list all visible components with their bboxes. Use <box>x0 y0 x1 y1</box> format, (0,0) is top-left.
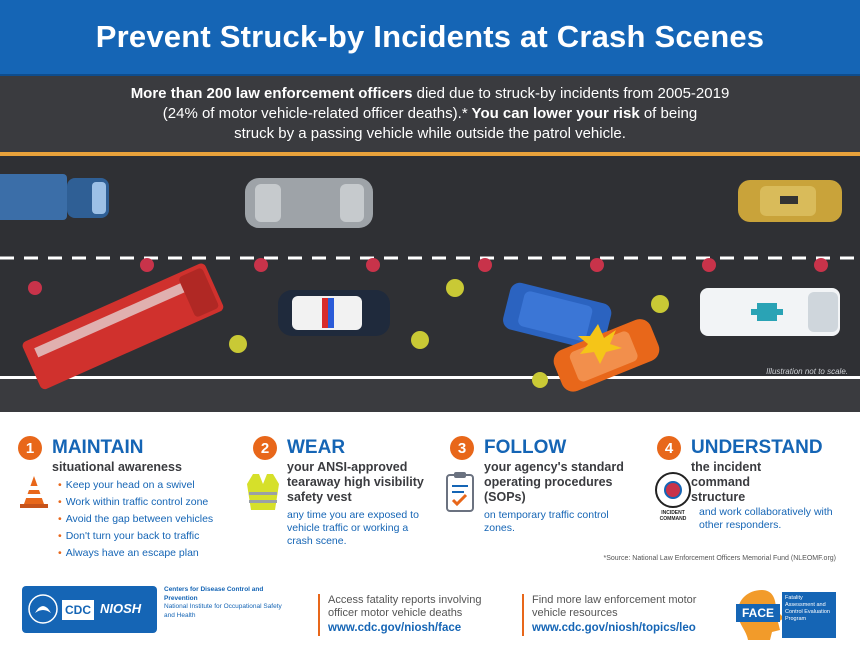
intro-bold-1: More than 200 law enforcement officers <box>130 85 413 102</box>
step-title: FOLLOW <box>484 437 567 458</box>
face-program-logo[interactable] <box>732 586 838 638</box>
list-item: • Don't turn your back to traffic <box>58 528 213 545</box>
intro-text <box>0 76 860 152</box>
intro-text-1: died due to struck-by incidents from 2005-2019 <box>412 85 730 102</box>
ambulance <box>700 288 840 336</box>
intro-text-4: struck by a passing vehicle while outside the patrol vehicle. <box>234 125 626 142</box>
cdc-logo: CDC <box>62 600 94 620</box>
intro-text-2: (24% of motor vehicle-related officer deaths).* <box>162 105 468 122</box>
cdc-agency-text <box>164 586 284 620</box>
box-truck <box>0 174 109 220</box>
safety-vest-icon <box>245 470 281 514</box>
footer <box>0 580 860 665</box>
road-edge-bottom <box>0 376 860 379</box>
leo-url-link[interactable]: www.cdc.gov/niosh/topics/leo <box>532 622 696 634</box>
police-car <box>278 290 390 336</box>
niosh-title: National Institute for Occupational Safety and Health <box>164 603 282 619</box>
step-maintain <box>18 436 243 561</box>
header-banner <box>0 0 860 76</box>
gray-van <box>245 178 373 228</box>
step-note: any time you are exposed to vehicle traffic or working a crash scene. <box>287 509 419 547</box>
incident-command-badge <box>655 472 691 508</box>
list-item: • Always have an escape plan <box>58 545 213 562</box>
clipboard-icon <box>444 470 476 514</box>
step-number: 2 <box>253 436 277 460</box>
source-note: *Source: National Law Enforcement Officers Memorial Fund (NLEOMF.org) <box>603 555 836 562</box>
cdc-niosh-logo[interactable] <box>22 586 157 633</box>
step-note: on temporary traffic control zones. <box>484 509 609 534</box>
taxi <box>738 180 842 222</box>
road-scene <box>0 152 860 412</box>
fire-truck <box>21 262 225 391</box>
list-item: • Work within traffic control zone <box>58 494 213 511</box>
step-number: 4 <box>657 436 681 460</box>
intro-text-3: of being <box>639 105 698 122</box>
badge-label: INCIDENT COMMAND <box>659 510 687 522</box>
step-note: and work collaboratively with other responders. <box>699 506 833 531</box>
road-edge-top <box>0 152 860 156</box>
step-number: 3 <box>450 436 474 460</box>
step-follow <box>450 436 630 561</box>
badge-icon <box>664 481 682 499</box>
link-description: Access fatality reports involving officer motor vehicle deaths <box>328 594 482 619</box>
step-wear <box>253 436 433 561</box>
list-item: • Avoid the gap between vehicles <box>58 511 213 528</box>
steps-section <box>0 436 860 566</box>
scale-note: Illustration not to scale. <box>766 367 848 376</box>
shoulder <box>0 379 860 412</box>
step-title: MAINTAIN <box>52 437 144 458</box>
step-subtitle: situational awareness <box>52 460 182 474</box>
niosh-logo: NIOSH <box>100 601 142 616</box>
list-item: • Keep your head on a swivel <box>58 477 213 494</box>
crash-scene-illustration <box>0 152 860 412</box>
step-number: 1 <box>18 436 42 460</box>
step-subtitle: your agency's standard operating procedures (SOPs) <box>484 460 624 504</box>
intro-bold-2: You can lower your risk <box>467 105 640 122</box>
step-title: UNDERSTAND <box>691 437 823 458</box>
cdc-title: Centers for Disease Control and Prevention <box>164 586 264 602</box>
step-understand <box>657 436 852 561</box>
link-description: Find more law enforcement motor vehicle resources <box>532 594 697 619</box>
page-title: Prevent Struck-by Incidents at Crash Scenes <box>95 19 765 54</box>
step-subtitle: the incident command structure <box>691 460 762 504</box>
step-title: WEAR <box>287 437 346 458</box>
traffic-cone-icon <box>18 474 50 510</box>
leo-resources-link <box>522 594 712 636</box>
intro-line-1 <box>0 84 860 104</box>
maintain-bullets <box>58 477 213 562</box>
face-subtitle: Fatality Assessment and Control Evaluation Program <box>782 592 836 638</box>
hhs-eagle-icon <box>28 593 58 625</box>
step-subtitle: your ANSI-approved tearaway high visibility safety vest <box>287 460 424 504</box>
intro-line-3 <box>0 124 860 144</box>
face-url-link[interactable]: www.cdc.gov/niosh/face <box>328 622 462 634</box>
face-reports-link <box>318 594 503 636</box>
face-logo-text: FACE <box>736 604 780 622</box>
intro-line-2 <box>0 104 860 124</box>
